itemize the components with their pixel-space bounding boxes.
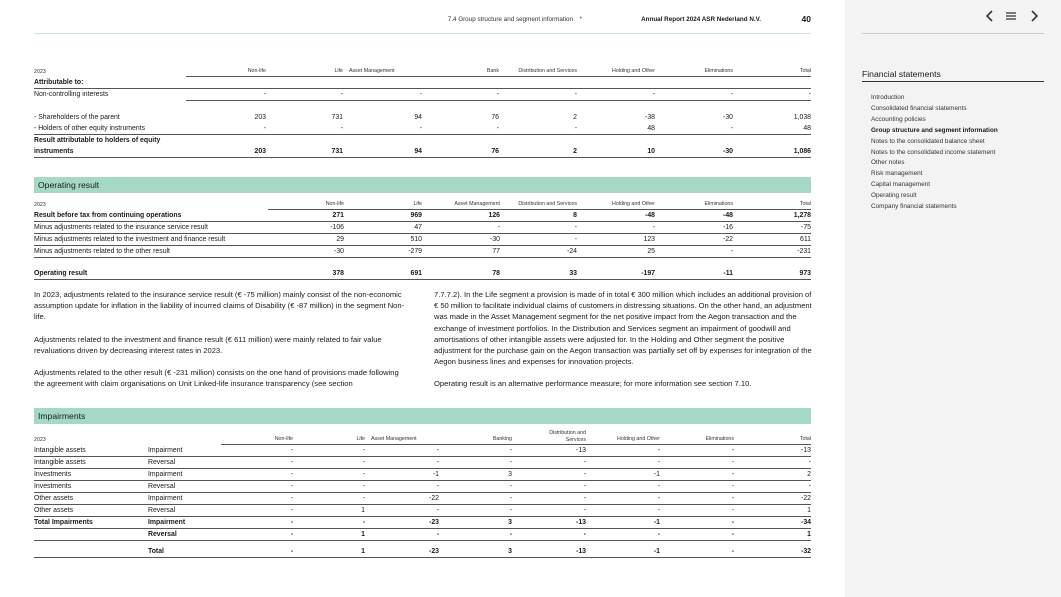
page-header bbox=[0, 15, 811, 27]
table-header-row: 2023 Non-life Life Asset Management Bank Distribution and Services Holding and Other Eliminations Total bbox=[34, 65, 811, 77]
table-header-row: 2023 Non-life Life Asset Management Banking Distribution and Services Holding and Other Eliminations Total bbox=[34, 430, 811, 443]
navigation-sidebar bbox=[845, 0, 1061, 597]
sidebar-item-group-structure[interactable]: Group structure and segment information bbox=[871, 126, 998, 134]
sidebar-item-notes-income-statement[interactable]: Notes to the consolidated income statement bbox=[871, 148, 996, 156]
attributable-table bbox=[34, 65, 811, 158]
spacer-row bbox=[34, 258, 811, 269]
chevron-left-icon[interactable] bbox=[985, 10, 995, 25]
sidebar-title[interactable]: Financial statements bbox=[862, 69, 941, 79]
table-row: Result before tax from continuing operations 271 969 126 8 -48 -48 1,278 bbox=[34, 210, 811, 222]
sidebar-item-notes-balance-sheet[interactable]: Notes to the consolidated balance sheet bbox=[871, 137, 985, 145]
sidebar-item-introduction[interactable]: Introduction bbox=[871, 94, 905, 101]
sidebar-item-consolidated-financial-statements[interactable]: Consolidated financial statements bbox=[871, 104, 967, 112]
section-band-impairments: Impairments bbox=[34, 408, 811, 424]
table-total-row: Operating result 378 691 78 33 -197 -11 973 bbox=[34, 268, 811, 280]
table-row: Minus adjustments related to the insurance service result -106 47 - - - -16 -75 bbox=[34, 222, 811, 234]
table-header-row: 2023 Non-life Life Asset Management Distribution and Services Holding and Other Eliminations Total bbox=[34, 198, 811, 210]
table-row: Other assets Impairment - - -22 - - - - -22 bbox=[34, 493, 811, 505]
separator-dot: • bbox=[579, 15, 582, 22]
table-row: Other assets Reversal - 1 - - - - - 1 bbox=[34, 505, 811, 517]
sidebar-item-accounting-policies[interactable]: Accounting policies bbox=[871, 115, 926, 123]
table-row: Minus adjustments related to the other result -30 -279 77 -24 25 - -231 bbox=[34, 246, 811, 258]
menu-icon[interactable] bbox=[1005, 10, 1017, 25]
sidebar-item-company-financial-statements[interactable]: Company financial statements bbox=[871, 203, 957, 211]
table-row: - Holders of other equity instruments - - - - - 48 - 48 bbox=[34, 123, 811, 135]
sidebar-item-operating-result[interactable]: Operating result bbox=[871, 192, 917, 200]
table-row: Investments Impairment - - -1 3 - -1 - 2 bbox=[34, 469, 811, 481]
spacer-row bbox=[34, 101, 811, 113]
sidebar-item-risk-management[interactable]: Risk management bbox=[871, 170, 923, 178]
sidebar-item-other-notes[interactable]: Other notes bbox=[871, 159, 905, 167]
sidebar-top-divider bbox=[862, 33, 1044, 34]
sidebar-title-underline bbox=[862, 81, 1044, 82]
table-row: - Shareholders of the parent 203 731 94 76 2 -38 -30 1,038 bbox=[34, 114, 811, 121]
text-column-right: 7.7.7.2). In the Life segment a provision is made of in total € 300 million which includes an additional provision of € 50 million to facilitate individual claims of customers in distressing situations. On the other hand, an adjustment was made in the Asset Management segment for the net positive impact from the Aegon transaction and the exchange of investment portfolios. In the Distribution and Services segment an impairment of goodwill and amortisations of other intangible assets were adjusted for. In the Holding and Other segment the positive adjustment for the purchase gain on the Aegon transaction was partially set off by expenses for integration of the Aegon business lines and expenses for innovation projects. Operating result is an alternative performance measure; for more information see section 7.10. bbox=[434, 290, 812, 389]
table-total-row: Reversal - 1 - - - - - 1 bbox=[34, 529, 811, 541]
table-total-row: instruments 203 731 94 76 2 10 -30 1,086 bbox=[34, 146, 811, 158]
chevron-right-icon[interactable] bbox=[1029, 10, 1039, 25]
table-total-row: Total - 1 -23 3 -13 -1 - -32 bbox=[34, 546, 811, 558]
table-total-row: Total Impairments Impairment - - -23 3 -13 -1 - -34 bbox=[34, 517, 811, 529]
table-row: Intangible assets Reversal - - - - - - - - bbox=[34, 457, 811, 469]
sidebar-item-capital-management[interactable]: Capital management bbox=[871, 181, 930, 189]
table-row: Non-controlling interests - - - - - - - - bbox=[34, 89, 811, 101]
table-total-row: Result attributable to holders of equity bbox=[34, 137, 161, 144]
table-row: Investments Reversal - - - - - - - - bbox=[34, 481, 811, 493]
section-band-operating-result: Operating result bbox=[34, 177, 811, 193]
text-column-left: In 2023, adjustments related to the insurance service result (€ -75 million) mainly consist of the non-economic assumption update for inflation in the liability of incurred claims of Disability (€ -87 million) in the segment Non-life. Adjustments related to the investment and finance result (€ 611 million) were mainly related to fair value revaluations driven by decreasing interest rates in 2023. Adjustments related to the other result (€ -231 million) consists on the one hand of provisions made following the agreement with claim organisations on Unit Linked-life insurance transparency (see section bbox=[34, 290, 405, 389]
header-divider bbox=[34, 33, 811, 34]
breadcrumb[interactable]: 7.4 Group structure and segment information bbox=[447, 16, 573, 23]
page-number: 40 bbox=[801, 14, 811, 24]
report-title: Annual Report 2024 ASR Nederland N.V. bbox=[641, 16, 761, 23]
operating-result-table bbox=[34, 198, 811, 280]
sidebar-menu bbox=[871, 93, 998, 213]
table-row: Intangible assets Impairment - - - - -13 - - -13 bbox=[34, 445, 811, 457]
table-row: Attributable to: bbox=[34, 77, 811, 89]
impairments-table bbox=[34, 430, 811, 558]
table-row: Minus adjustments related to the investment and finance result 29 510 -30 - 123 -22 611 bbox=[34, 234, 811, 246]
